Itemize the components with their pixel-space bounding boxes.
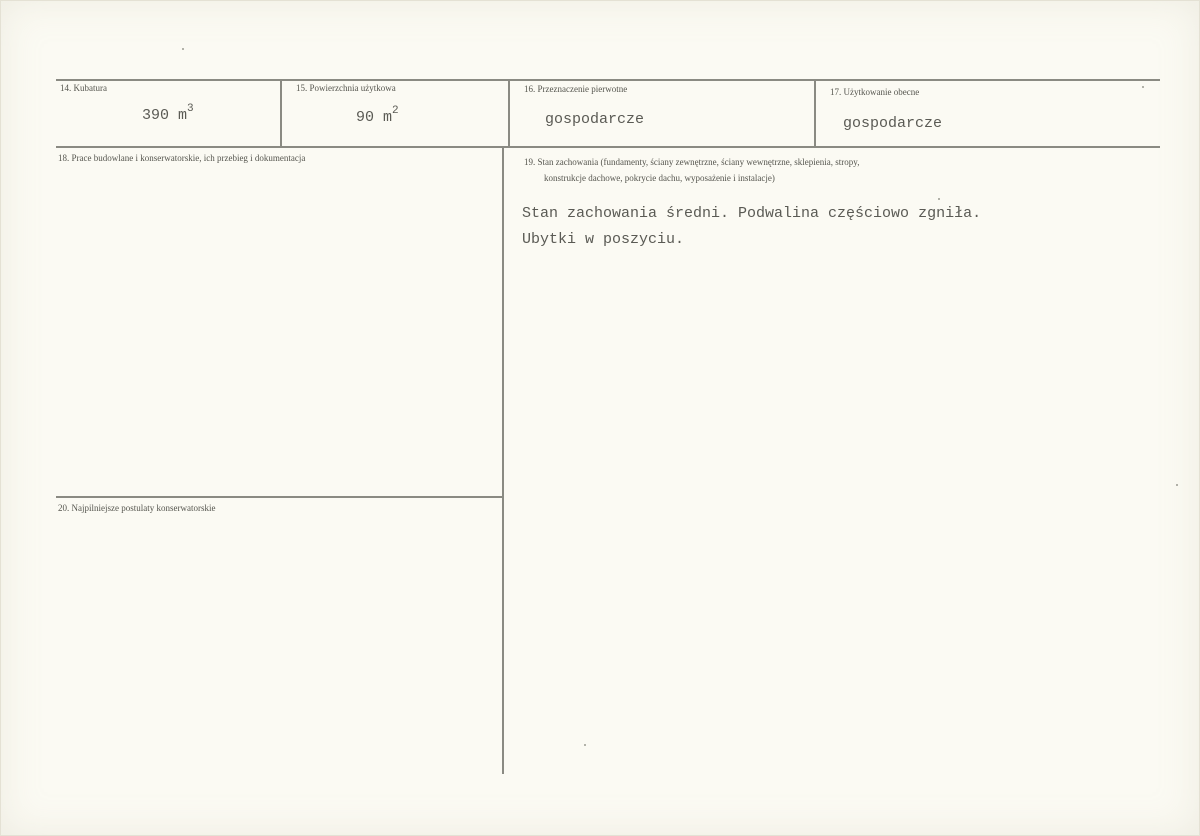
- top-rule: [56, 79, 1160, 81]
- field-20-label: 20. Najpilniejsze postulaty konserwatorskie: [58, 503, 216, 513]
- field-15-label: 15. Powierzchnia użytkowa: [296, 83, 396, 93]
- condition-text-line1: Stan zachowania średni. Podwalina częściowo zgniła.: [522, 205, 982, 222]
- field20-divider: [56, 496, 503, 498]
- field-14-label: 14. Kubatura: [60, 83, 107, 93]
- paper-speck: [1142, 86, 1144, 88]
- field-16-label: 16. Przeznaczenie pierwotne: [524, 84, 628, 94]
- col-divider-main-lower: [502, 146, 504, 774]
- field-18-label: 18. Prace budowlane i konserwatorskie, ich przebieg i dokumentacja: [58, 153, 306, 163]
- paper-speck: [938, 198, 940, 200]
- col-divider-14-15: [280, 79, 282, 148]
- area-unit-exponent: 2: [392, 105, 399, 117]
- paper-speck: [584, 744, 586, 746]
- paper-speck: [182, 48, 184, 50]
- volume-unit-exponent: 3: [187, 103, 194, 115]
- field-19-label-line2: konstrukcje dachowe, pokrycie dachu, wyposażenie i instalacje): [544, 173, 775, 183]
- field-14-value: [142, 105, 194, 124]
- paper-speck: [1176, 484, 1178, 486]
- row-divider: [56, 146, 1160, 148]
- field-19-label-line1: 19. Stan zachowania (fundamenty, ściany zewnętrzne, ściany wewnętrzne, sklepienia, stropy,: [524, 157, 860, 167]
- field-17-label: 17. Użytkowanie obecne: [830, 87, 920, 97]
- field-16-value: gospodarcze: [545, 111, 645, 128]
- field-15-value: [356, 107, 399, 126]
- col-divider-16-17: [814, 79, 816, 148]
- area-value: 90 m: [356, 109, 393, 126]
- col-divider-main: [508, 79, 510, 148]
- volume-value: 390 m: [142, 107, 188, 124]
- field-17-value: gospodarcze: [843, 115, 943, 132]
- condition-text-line2: Ubytki w poszyciu.: [522, 231, 685, 248]
